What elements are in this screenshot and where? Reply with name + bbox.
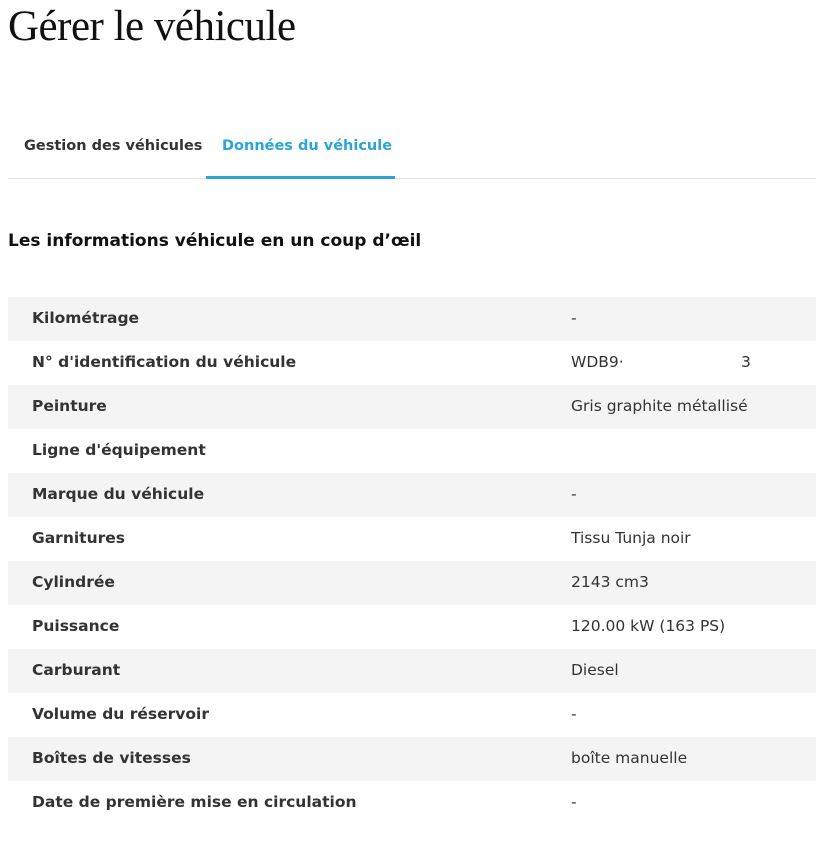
table-row: [8, 693, 816, 737]
row-label: Ligne d'équipement: [32, 441, 206, 459]
active-tab-indicator: [206, 176, 395, 179]
row-label: Cylindrée: [32, 573, 115, 591]
tab-donnees-du-vehicule[interactable]: Données du véhicule: [222, 138, 393, 154]
row-label: Garnitures: [32, 529, 125, 547]
row-label: Kilométrage: [32, 309, 140, 327]
table-row: [8, 649, 816, 693]
table-row: [8, 517, 816, 561]
tab-gestion-des-vehicules[interactable]: Gestion des véhicules: [24, 138, 203, 154]
vehicle-data-table: [8, 297, 816, 825]
row-label: Boîtes de vitesses: [32, 749, 191, 767]
row-label: N° d'identification du véhicule: [32, 353, 297, 371]
row-value: -: [571, 705, 577, 723]
table-row: [8, 737, 816, 781]
row-value: [571, 353, 751, 371]
row-value: boîte manuelle: [571, 749, 688, 767]
table-row: [8, 385, 816, 429]
table-row: [8, 473, 816, 517]
row-value: 2143 cm3: [571, 573, 649, 591]
row-value: 120.00 kW (163 PS): [571, 617, 726, 635]
vin-end: 3: [741, 353, 751, 371]
tab-bar: [8, 120, 816, 179]
page-title: Gérer le véhicule: [8, 3, 296, 50]
row-value: Gris graphite métallisé: [571, 397, 748, 415]
row-value: -: [571, 793, 577, 811]
table-row: [8, 297, 816, 341]
row-label: Carburant: [32, 661, 121, 679]
table-row: [8, 561, 816, 605]
row-label: Peinture: [32, 397, 107, 415]
row-value: -: [571, 309, 577, 327]
table-row: [8, 341, 816, 385]
row-label: Date de première mise en circulation: [32, 793, 357, 811]
row-value: Tissu Tunja noir: [571, 529, 691, 547]
row-label: Puissance: [32, 617, 120, 635]
table-row: [8, 605, 816, 649]
table-row: [8, 781, 816, 825]
table-row: [8, 429, 816, 473]
row-label: Marque du véhicule: [32, 485, 205, 503]
row-value: Diesel: [571, 661, 619, 679]
row-label: Volume du réservoir: [32, 705, 209, 723]
vin-start: WDB9·: [571, 353, 624, 371]
section-title: Les informations véhicule en un coup d’œil: [8, 231, 422, 251]
row-value: -: [571, 485, 577, 503]
